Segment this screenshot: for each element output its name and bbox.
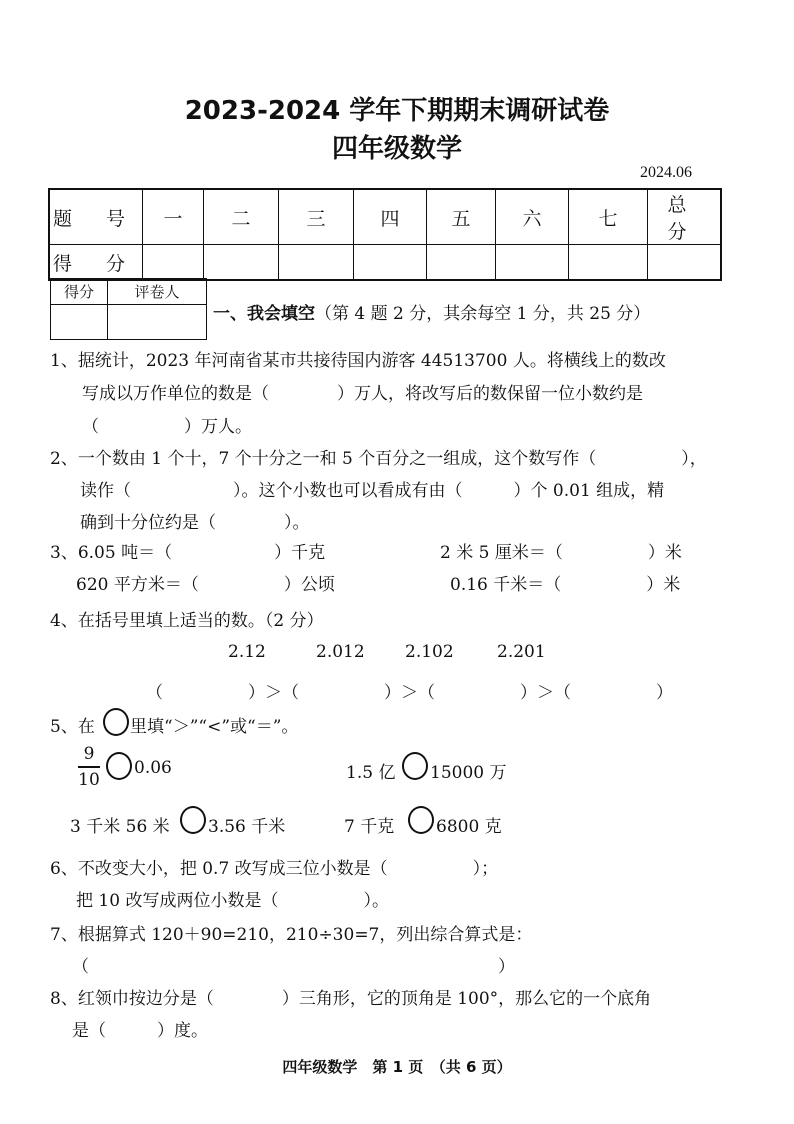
q8-line-2: 是（ ）度。 bbox=[72, 1021, 208, 1041]
q1-line-2: 写成以万作单位的数是（ ）万人，将改写后的数保留一位小数约是 bbox=[82, 384, 643, 404]
grader-box bbox=[50, 278, 207, 340]
score-cell[interactable] bbox=[204, 245, 279, 281]
q4-blanks: （ ）＞（ ）＞（ ）＞（ ） bbox=[146, 683, 673, 703]
exam-subtitle: 四年级数学 bbox=[331, 134, 462, 164]
section-1-title: 一、我会填空 bbox=[213, 304, 315, 324]
score-row-label: 得 分 bbox=[49, 245, 143, 281]
q3-item-a: 3、6.05 吨＝（ ）千克 bbox=[50, 543, 326, 563]
q4-prompt: 4、在括号里填上适当的数。（2 分） bbox=[50, 611, 324, 631]
section-1-heading bbox=[213, 299, 650, 324]
score-col-7: 七 bbox=[569, 189, 648, 245]
grader-score-label: 得分 bbox=[51, 279, 108, 305]
q4-number-4: 2.201 bbox=[497, 642, 546, 662]
page-footer: 四年级数学 第 1 页 （共 6 页） bbox=[282, 1058, 512, 1076]
score-col-total: 总 分 bbox=[648, 189, 722, 245]
exam-date: 2024.06 bbox=[640, 164, 692, 181]
q7-open-paren: （ bbox=[72, 957, 89, 977]
compare-circle-d[interactable] bbox=[408, 806, 434, 834]
q5-fraction bbox=[78, 744, 100, 790]
score-table-score-row bbox=[49, 245, 721, 281]
fraction-numerator: 9 bbox=[83, 744, 95, 764]
q5-b-left: 1.5 亿 bbox=[346, 763, 396, 783]
score-col-5: 五 bbox=[427, 189, 496, 245]
q3-item-b: 2 米 5 厘米＝（ ）米 bbox=[440, 543, 682, 563]
q5-a-right: 0.06 bbox=[134, 758, 172, 778]
score-col-6: 六 bbox=[496, 189, 569, 245]
score-table bbox=[48, 188, 722, 281]
q2-line-3: 确到十分位约是（ ）。 bbox=[80, 513, 310, 533]
q8-line-1: 8、红领巾按边分是（ ）三角形，它的顶角是 100°，那么它的一个底角 bbox=[50, 989, 652, 1009]
score-cell[interactable] bbox=[143, 245, 204, 281]
score-cell[interactable] bbox=[427, 245, 496, 281]
q5-prefix: 5、在 bbox=[50, 717, 95, 737]
score-table-header-row bbox=[49, 189, 721, 245]
score-cell[interactable] bbox=[648, 245, 722, 281]
q5-d-left: 7 千克 bbox=[344, 817, 395, 837]
q6-line-1: 6、不改变大小，把 0.7 改写成三位小数是（ ）； bbox=[50, 859, 499, 879]
q4-number-2: 2.012 bbox=[316, 642, 365, 662]
q7-close-paren: ） bbox=[498, 957, 515, 977]
q4-number-3: 2.102 bbox=[405, 642, 454, 662]
score-col-3: 三 bbox=[279, 189, 354, 245]
q6-line-2: 把 10 改写成两位小数是（ ）。 bbox=[76, 891, 389, 911]
exam-title: 2023-2024 学年下期期末调研试卷 bbox=[184, 96, 610, 126]
q3-item-d: 0.16 千米＝（ ）米 bbox=[450, 575, 681, 595]
q4-number-1: 2.12 bbox=[228, 642, 266, 662]
q5-d-right: 6800 克 bbox=[436, 817, 502, 837]
q2-line-2: 读作（ ）。这个小数也可以看成有由（ ）个 0.01 组成，精 bbox=[80, 481, 665, 501]
circle-icon bbox=[103, 708, 129, 736]
score-cell[interactable] bbox=[496, 245, 569, 281]
compare-circle-a[interactable] bbox=[106, 752, 132, 780]
score-col-2: 二 bbox=[204, 189, 279, 245]
q1-line-3: （ ）万人。 bbox=[82, 417, 252, 437]
score-cell[interactable] bbox=[354, 245, 427, 281]
q1-line-1: 1、据统计，2023 年河南省某市共接待国内游客 44513700 人。将横线上的数改 bbox=[50, 351, 666, 371]
grader-name-label: 评卷人 bbox=[108, 279, 207, 305]
score-col-1: 一 bbox=[143, 189, 204, 245]
score-col-4: 四 bbox=[354, 189, 427, 245]
fraction-denominator: 10 bbox=[78, 769, 100, 790]
fraction-bar bbox=[78, 766, 100, 768]
q5-suffix: 里填“＞”“<”或“＝”。 bbox=[130, 717, 299, 737]
grader-score-cell[interactable] bbox=[51, 305, 108, 340]
compare-circle-b[interactable] bbox=[402, 752, 428, 780]
compare-circle-c[interactable] bbox=[180, 806, 206, 834]
grader-name-cell[interactable] bbox=[108, 305, 207, 340]
q2-line-1: 2、一个数由 1 个十，7 个十分之一和 5 个百分之一组成，这个数写作（ ）， bbox=[50, 449, 707, 469]
section-1-note: （第 4 题 2 分，其余每空 1 分，共 25 分） bbox=[315, 304, 651, 324]
q5-b-right: 15000 万 bbox=[430, 763, 507, 783]
score-table-label: 题 号 bbox=[49, 189, 143, 245]
q5-c-left: 3 千米 56 米 bbox=[70, 817, 170, 837]
score-cell[interactable] bbox=[569, 245, 648, 281]
q3-item-c: 620 平方米＝（ ）公顷 bbox=[76, 575, 335, 595]
score-cell[interactable] bbox=[279, 245, 354, 281]
q5-c-right: 3.56 千米 bbox=[208, 817, 286, 837]
q7-line-1: 7、根据算式 120＋90=210，210÷30=7，列出综合算式是： bbox=[50, 925, 533, 945]
